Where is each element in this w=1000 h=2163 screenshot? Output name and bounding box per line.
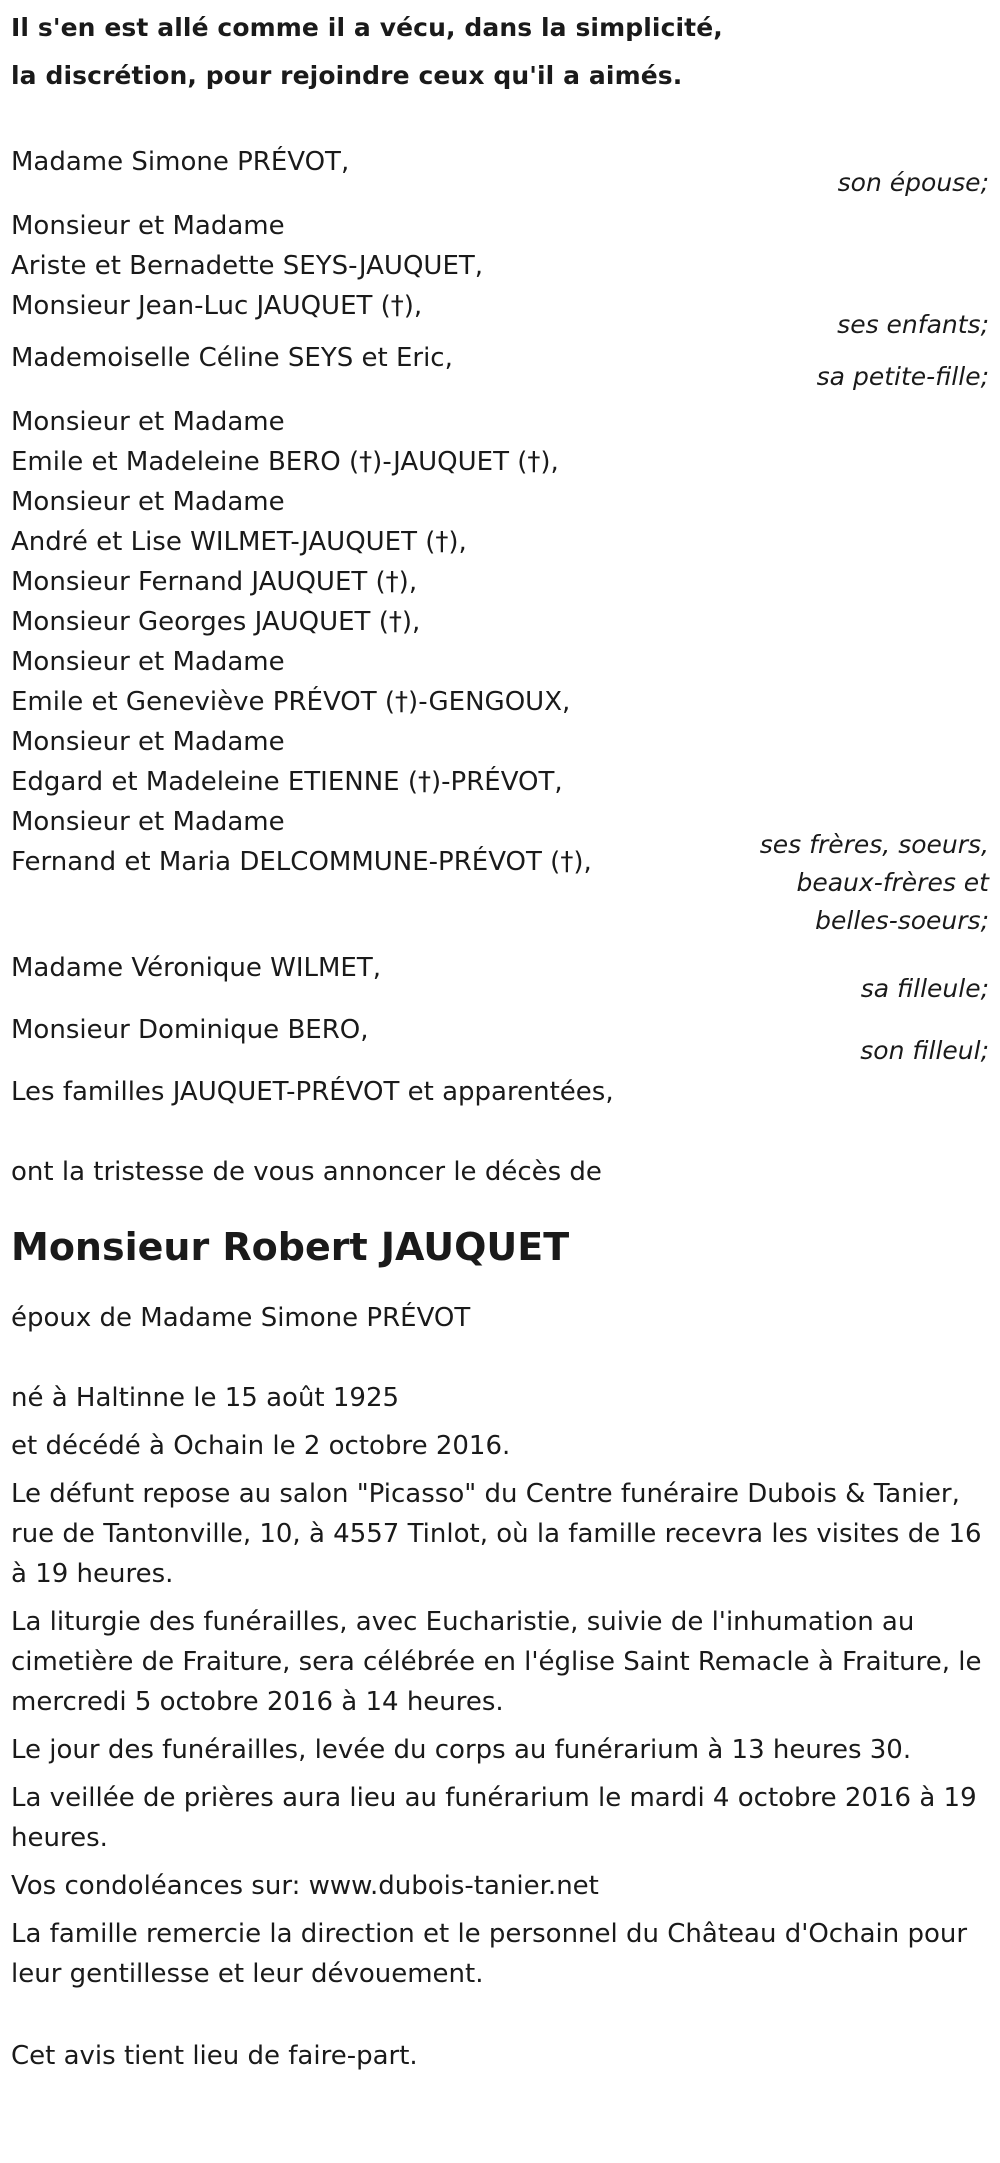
children-line: Monsieur et Madame: [11, 211, 285, 241]
siblings-line: Emile et Geneviève PRÉVOT (†)-GENGOUX,: [11, 687, 571, 717]
siblings-line: Monsieur et Madame: [11, 807, 285, 837]
spouse-entry: [11, 142, 989, 197]
goddaughter-entry: [11, 948, 989, 1010]
godson-role: son filleul;: [860, 1036, 989, 1065]
intro-line-2: la discrétion, pour rejoindre ceux qu'il a aimés.: [11, 61, 683, 90]
siblings-role-line: ses frères, soeurs,: [759, 830, 989, 859]
siblings-line: Emile et Madeleine BERO (†)-JAUQUET (†),: [11, 447, 559, 477]
birth-line: né à Haltinne le 15 août 1925: [11, 1383, 400, 1413]
spouse-role: son épouse;: [837, 168, 989, 197]
announcement-line: ont la tristesse de vous annoncer le décès de: [11, 1157, 602, 1187]
lifting-paragraph: Le jour des funérailles, levée du corps au funérarium à 13 heures 30.: [11, 1735, 912, 1765]
children-line: Monsieur Jean-Luc JAUQUET (†),: [11, 291, 423, 321]
siblings-line: Monsieur et Madame: [11, 647, 285, 677]
goddaughter-role: sa filleule;: [860, 974, 989, 1003]
spouse-of-line: époux de Madame Simone PRÉVOT: [11, 1303, 471, 1333]
children-role: ses enfants;: [837, 310, 989, 339]
rest-paragraph: Le défunt repose au salon "Picasso" du Centre funéraire Dubois & Tanier, rue de Tantonville, 10, à 4557 Tinlot, où la famille recevra les visites de 16 à 19 heures.: [11, 1479, 982, 1589]
deceased-name: Monsieur Robert JAUQUET: [11, 1225, 570, 1269]
siblings-line: Monsieur Georges JAUQUET (†),: [11, 607, 421, 637]
intro-text: [11, 4, 989, 100]
godson-name: Monsieur Dominique BERO,: [11, 1015, 369, 1045]
siblings-role-line: belles-soeurs;: [815, 906, 989, 935]
children-line: Ariste et Bernadette SEYS-JAUQUET,: [11, 251, 484, 281]
granddaughter-entry: [11, 338, 989, 396]
siblings-entry: [11, 402, 989, 948]
siblings-role: [760, 826, 989, 940]
children-entry: [11, 206, 989, 339]
siblings-line: Monsieur et Madame: [11, 407, 285, 437]
families-line: Les familles JAUQUET-PRÉVOT et apparentées,: [11, 1077, 614, 1107]
godson-entry: [11, 1010, 989, 1072]
liturgy-paragraph: La liturgie des funérailles, avec Eucharistie, suivie de l'inhumation au cimetière de Fraiture, sera célébrée en l'église Saint Remacle à Fraiture, le mercredi 5 octobre 2016 à 14 heures.: [11, 1607, 982, 1717]
siblings-line: Monsieur et Madame: [11, 727, 285, 757]
siblings-role-line: beaux-frères et: [796, 868, 989, 897]
granddaughter-name: Mademoiselle Céline SEYS et Eric,: [11, 343, 453, 373]
siblings-line: Fernand et Maria DELCOMMUNE-PRÉVOT (†),: [11, 847, 592, 877]
siblings-line: Monsieur Fernand JAUQUET (†),: [11, 567, 418, 597]
death-line: et décédé à Ochain le 2 octobre 2016.: [11, 1431, 511, 1461]
intro-line-1: Il s'en est allé comme il a vécu, dans la simplicité,: [11, 13, 723, 42]
siblings-line: André et Lise WILMET-JAUQUET (†),: [11, 527, 467, 557]
siblings-line: Edgard et Madeleine ETIENNE (†)-PRÉVOT,: [11, 767, 563, 797]
vigil-paragraph: La veillée de prières aura lieu au funérarium le mardi 4 octobre 2016 à 19 heures.: [11, 1783, 977, 1853]
thanks-paragraph: La famille remercie la direction et le personnel du Château d'Ochain pour leur gentillesse et leur dévouement.: [11, 1919, 968, 1989]
footer-line: Cet avis tient lieu de faire-part.: [11, 2041, 418, 2071]
condolences-line: Vos condoléances sur: www.dubois-tanier.net: [11, 1871, 599, 1901]
spouse-name: Madame Simone PRÉVOT,: [11, 147, 350, 177]
goddaughter-name: Madame Véronique WILMET,: [11, 953, 381, 983]
obituary-notice: [11, 0, 989, 2076]
siblings-line: Monsieur et Madame: [11, 487, 285, 517]
granddaughter-role: sa petite-fille;: [816, 362, 989, 391]
